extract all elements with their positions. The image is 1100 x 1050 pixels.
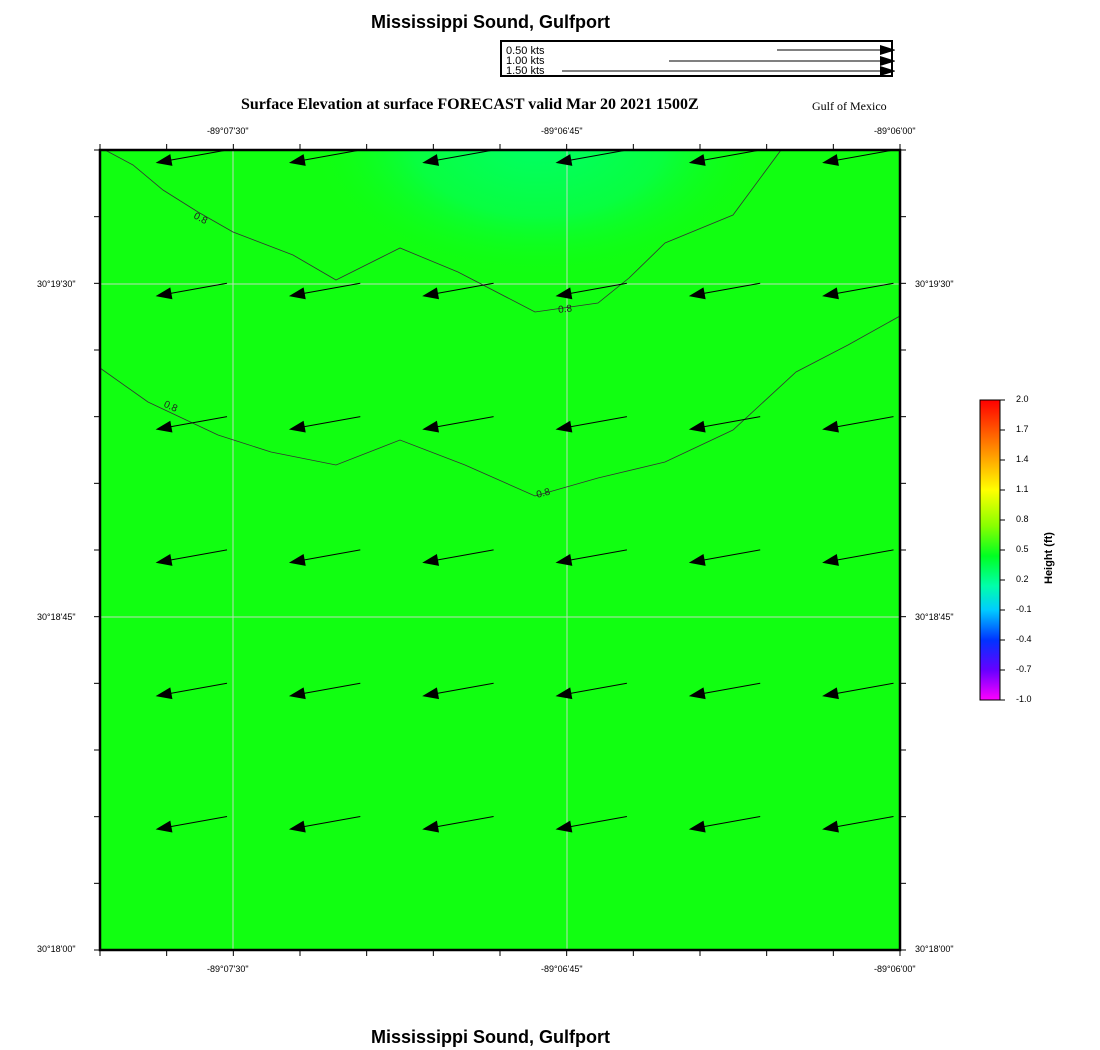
lat-label-right-0: 30°19'30" — [915, 279, 954, 289]
vector-legend-label-1: 1.00 kts — [506, 55, 545, 67]
vector-legend-arrowhead-0 — [880, 45, 895, 55]
colorbar-tick-label: 1.1 — [1016, 484, 1029, 494]
colorbar-tick-label: -0.4 — [1016, 634, 1032, 644]
lat-label-left-2: 30°18'00" — [37, 944, 76, 954]
lat-label-left-0: 30°19'30" — [37, 279, 76, 289]
lat-label-right-1: 30°18'45" — [915, 612, 954, 622]
lon-label-top-2: -89°06'00" — [874, 126, 916, 136]
vector-legend-arrowhead-1 — [880, 56, 895, 66]
colorbar-tick-label: -0.1 — [1016, 604, 1032, 614]
colorbar-tick-label: 1.4 — [1016, 454, 1029, 464]
vector-legend-label-2: 1.50 kts — [506, 65, 545, 77]
map-title: Mississippi Sound, Gulfport — [371, 12, 611, 32]
lon-label-bottom-0: -89°07'30" — [207, 964, 249, 974]
colorbar-gradient — [980, 400, 1000, 700]
footer-title: Mississippi Sound, Gulfport — [371, 1027, 611, 1047]
lat-label-right-2: 30°18'00" — [915, 944, 954, 954]
colorbar-tick-label: -0.7 — [1016, 664, 1032, 674]
colorbar-tick-label: 0.2 — [1016, 574, 1029, 584]
colorbar-tick-label: 0.5 — [1016, 544, 1029, 554]
colorbar-tick-label: 0.8 — [1016, 514, 1029, 524]
elevation-map — [88, 140, 918, 960]
vector-legend-arrowhead-2 — [880, 66, 895, 76]
contour-label-3: 0.8 — [535, 486, 552, 501]
colorbar-tick-label: -1.0 — [1016, 694, 1032, 704]
region-label: Gulf of Mexico — [812, 99, 887, 113]
contour-label-2: 0.8 — [161, 399, 180, 415]
colorbar — [975, 395, 1005, 707]
vector-legend-arrows — [502, 42, 895, 79]
elevation-field-low-zone — [100, 150, 900, 950]
lon-label-top-0: -89°07'30" — [207, 126, 249, 136]
map-subtitle: Surface Elevation at surface FORECAST valid Mar 20 2021 1500Z — [241, 96, 699, 113]
contour-label-0: 0.8 — [191, 210, 210, 227]
contour-label-1: 0.8 — [557, 303, 573, 316]
colorbar-tick-label: 1.7 — [1016, 424, 1029, 434]
colorbar-ticks — [1000, 400, 1005, 700]
colorbar-tick-label: 2.0 — [1016, 394, 1029, 404]
vector-legend-label-0: 0.50 kts — [506, 45, 545, 57]
lat-label-left-1: 30°18'45" — [37, 612, 76, 622]
lon-label-top-1: -89°06'45" — [541, 126, 583, 136]
colorbar-title: Height (ft) — [1043, 532, 1055, 584]
vector-scale-legend — [500, 40, 893, 77]
lon-label-bottom-2: -89°06'00" — [874, 964, 916, 974]
lon-label-bottom-1: -89°06'45" — [541, 964, 583, 974]
